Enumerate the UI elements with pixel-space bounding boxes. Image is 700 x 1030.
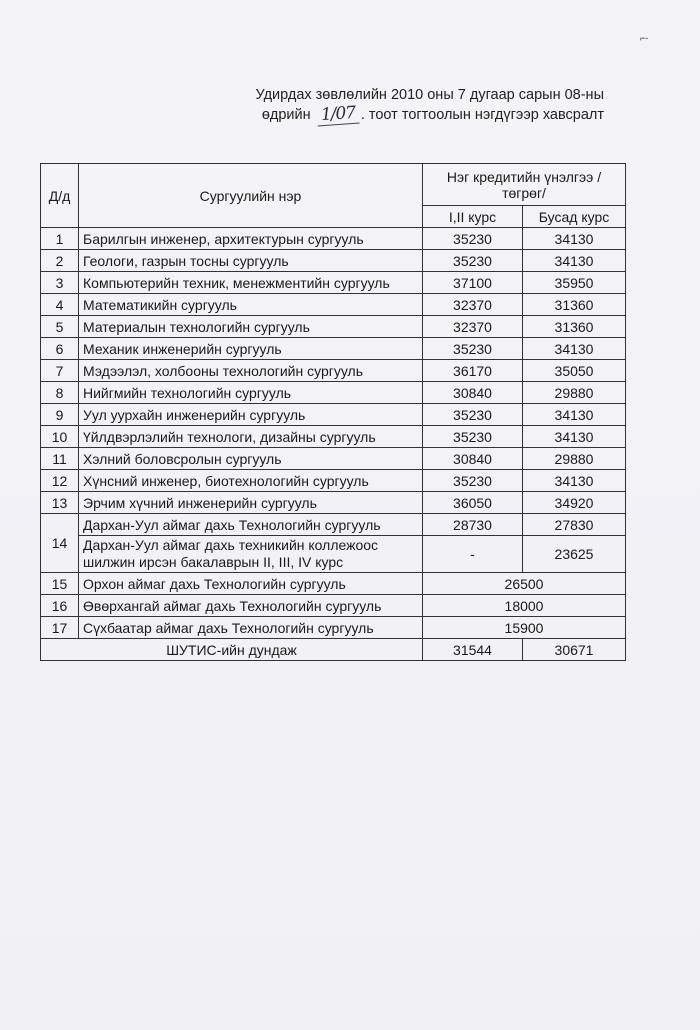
fee-year-1-2: 28730 bbox=[423, 514, 523, 536]
table-row bbox=[41, 573, 626, 595]
fee-other-years: 31360 bbox=[523, 316, 626, 338]
fee-year-1-2: 35230 bbox=[423, 470, 523, 492]
average-year-1-2: 31544 bbox=[423, 639, 523, 661]
row-number: 11 bbox=[41, 448, 79, 470]
handwritten-resolution-number: 1/07 bbox=[316, 104, 359, 127]
fee-other-years: 34130 bbox=[523, 250, 626, 272]
table-row-14b bbox=[41, 536, 626, 573]
col-header-number: Д/д bbox=[41, 164, 79, 228]
fee-year-1-2: 35230 bbox=[423, 228, 523, 250]
row-number: 2 bbox=[41, 250, 79, 272]
school-name: Мэдээлэл, холбооны технологийн сургууль bbox=[79, 360, 423, 382]
table-row bbox=[41, 250, 626, 272]
fee-other-years: 34130 bbox=[523, 404, 626, 426]
fee-other-years: 31360 bbox=[523, 294, 626, 316]
fee-year-1-2: 30840 bbox=[423, 448, 523, 470]
school-name: Геологи, газрын тосны сургууль bbox=[79, 250, 423, 272]
fee-year-1-2: 35230 bbox=[423, 338, 523, 360]
fee-other-years: 34130 bbox=[523, 338, 626, 360]
fee-other-years: 35950 bbox=[523, 272, 626, 294]
row-number: 3 bbox=[41, 272, 79, 294]
school-name: Уул уурхайн инженерийн сургууль bbox=[79, 404, 423, 426]
table-row bbox=[41, 338, 626, 360]
col-header-year-1-2: I,II курс bbox=[423, 206, 523, 228]
fee-other-years: 34130 bbox=[523, 470, 626, 492]
table-row bbox=[41, 294, 626, 316]
row-number: 15 bbox=[41, 573, 79, 595]
school-name: Барилгын инженер, архитектурын сургууль bbox=[79, 228, 423, 250]
table-row bbox=[41, 470, 626, 492]
table-body bbox=[41, 228, 626, 661]
school-name: Дархан-Уул аймаг дахь Технологийн сургууль bbox=[79, 514, 423, 536]
col-header-credit-fee: Нэг кредитийн үнэлгээ /төгрөг/ bbox=[423, 164, 626, 206]
fee-year-1-2: 35230 bbox=[423, 404, 523, 426]
fee-year-1-2: 35230 bbox=[423, 250, 523, 272]
row-number: 10 bbox=[41, 426, 79, 448]
table-header-row bbox=[41, 164, 626, 206]
fee-year-1-2: 30840 bbox=[423, 382, 523, 404]
average-label: ШУТИС-ийн дундаж bbox=[41, 639, 423, 661]
fee-other-years: 35050 bbox=[523, 360, 626, 382]
fee-year-1-2: 32370 bbox=[423, 294, 523, 316]
average-other-years: 30671 bbox=[523, 639, 626, 661]
fee-other-years: 34130 bbox=[523, 426, 626, 448]
row-number: 6 bbox=[41, 338, 79, 360]
school-name: Математикийн сургууль bbox=[79, 294, 423, 316]
row-number: 12 bbox=[41, 470, 79, 492]
row-number: 4 bbox=[41, 294, 79, 316]
row-number: 1 bbox=[41, 228, 79, 250]
school-name: Эрчим хүчний инженерийн сургууль bbox=[79, 492, 423, 514]
fee-other-years: 34130 bbox=[523, 228, 626, 250]
school-name: Материалын технологийн сургууль bbox=[79, 316, 423, 338]
row-number: 14 bbox=[41, 514, 79, 573]
average-row bbox=[41, 639, 626, 661]
fee-year-1-2: 36050 bbox=[423, 492, 523, 514]
fee-all-years: 26500 bbox=[423, 573, 626, 595]
table-row bbox=[41, 382, 626, 404]
row-number: 5 bbox=[41, 316, 79, 338]
header-line-1: Удирдах зөвлөлийн 2010 оны 7 дугаар сарын 08-ны bbox=[255, 87, 604, 103]
table-row bbox=[41, 595, 626, 617]
table-row bbox=[41, 492, 626, 514]
row-number: 13 bbox=[41, 492, 79, 514]
row-number: 7 bbox=[41, 360, 79, 382]
row-number: 17 bbox=[41, 617, 79, 639]
school-name: Үйлдвэрлэлийн технологи, дизайны сургууль bbox=[79, 426, 423, 448]
header-line-2-end: . тоот тогтоолын нэгдүгээр хавсралт bbox=[360, 107, 604, 123]
fee-all-years: 18000 bbox=[423, 595, 626, 617]
table-row bbox=[41, 272, 626, 294]
table-row bbox=[41, 404, 626, 426]
fee-other-years: 34920 bbox=[523, 492, 626, 514]
col-header-school-name: Сургуулийн нэр bbox=[79, 164, 423, 228]
table-row bbox=[41, 228, 626, 250]
table-row bbox=[41, 426, 626, 448]
school-name: Механик инженерийн сургууль bbox=[79, 338, 423, 360]
table-row bbox=[41, 360, 626, 382]
school-name: Орхон аймаг дахь Технологийн сургууль bbox=[79, 573, 423, 595]
row-number: 16 bbox=[41, 595, 79, 617]
fee-year-1-2: 32370 bbox=[423, 316, 523, 338]
fee-year-1-2: 36170 bbox=[423, 360, 523, 382]
row-number: 8 bbox=[41, 382, 79, 404]
header-line-2-start: өдрийн bbox=[261, 107, 311, 123]
fee-year-1-2: - bbox=[423, 536, 523, 573]
table-row bbox=[41, 617, 626, 639]
col-header-other-years: Бусад курс bbox=[523, 206, 626, 228]
school-name: Сүхбаатар аймаг дахь Технологийн сургууль bbox=[79, 617, 423, 639]
fee-all-years: 15900 bbox=[423, 617, 626, 639]
school-name: Хүнсний инженер, биотехнологийн сургууль bbox=[79, 470, 423, 492]
margin-mark: ⌐- bbox=[640, 33, 649, 43]
table-row bbox=[41, 316, 626, 338]
school-name: Дархан-Уул аймаг дахь техникийн коллежоос шилжин ирсэн бакалаврын II, III, IV курс bbox=[79, 536, 423, 573]
fee-other-years: 29880 bbox=[523, 382, 626, 404]
school-name: Өвөрхангай аймаг дахь Технологийн сургууль bbox=[79, 595, 423, 617]
table-row-14a bbox=[41, 514, 626, 536]
header-line-2 bbox=[255, 102, 604, 126]
school-name: Компьютерийн техник, менежментийн сургууль bbox=[79, 272, 423, 294]
credit-fee-table bbox=[40, 163, 626, 661]
school-name: Хэлний боловсролын сургууль bbox=[79, 448, 423, 470]
document-header bbox=[255, 86, 604, 125]
fee-other-years: 29880 bbox=[523, 448, 626, 470]
fee-other-years: 27830 bbox=[523, 514, 626, 536]
row-number: 9 bbox=[41, 404, 79, 426]
fee-year-1-2: 37100 bbox=[423, 272, 523, 294]
school-name: Нийгмийн технологийн сургууль bbox=[79, 382, 423, 404]
table-row bbox=[41, 448, 626, 470]
fee-year-1-2: 35230 bbox=[423, 426, 523, 448]
fee-other-years: 23625 bbox=[523, 536, 626, 573]
